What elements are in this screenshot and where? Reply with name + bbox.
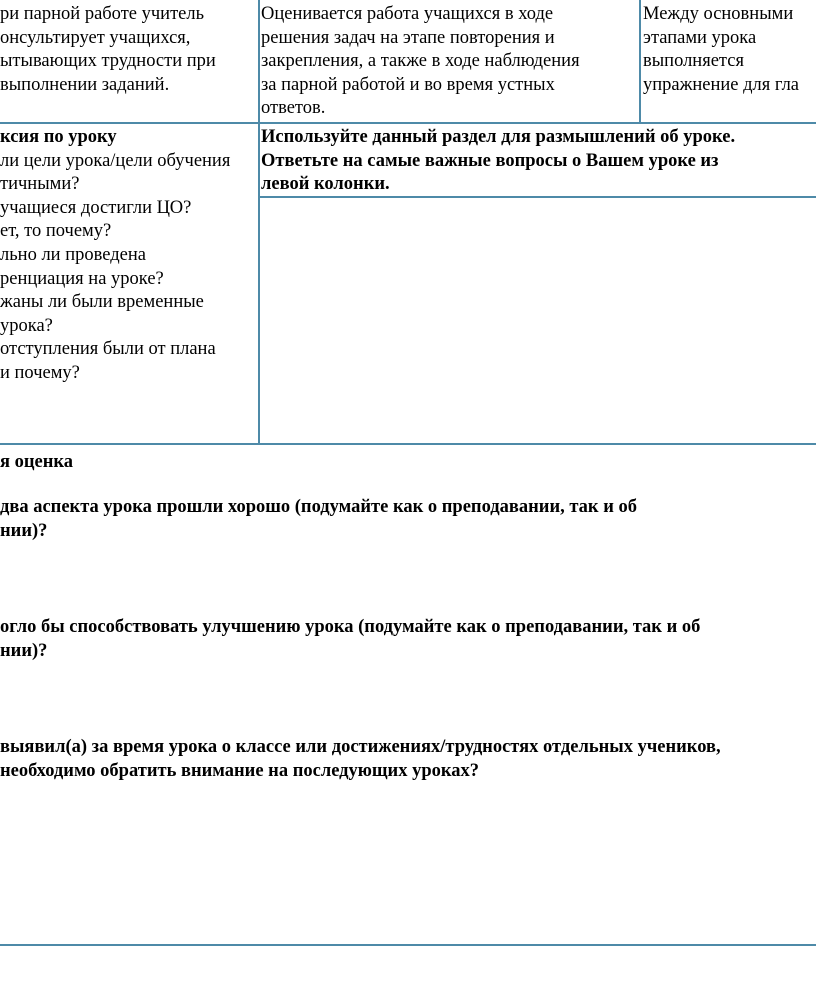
reflection-instructions-cell — [261, 126, 816, 197]
assessment-cell — [261, 3, 637, 121]
reflection-bottom-border — [0, 443, 816, 445]
final-assessment-heading: я оценка — [0, 452, 74, 472]
cell-line: решения задач на этапе повторения и — [261, 27, 555, 48]
cell-line: выполнении заданий. — [0, 74, 170, 95]
reflection-question: ли цели урока/цели обучения — [0, 150, 231, 171]
cell-line: за парной работой и во время устных — [261, 74, 555, 95]
instruction-line: Ответьте на самые важные вопросы о Вашем уроке из — [261, 150, 719, 171]
col2-right-border — [639, 0, 641, 124]
reflection-question: ренциация на уроке? — [0, 268, 164, 289]
question-line: нии)? — [0, 520, 48, 541]
teacher-support-cell — [0, 3, 256, 97]
page-bottom-border — [0, 944, 816, 946]
question-line: необходимо обратить внимание на последующих уроках? — [0, 760, 479, 781]
cell-line: Оценивается работа учащихся в ходе — [261, 4, 554, 24]
reflection-questions-cell — [0, 126, 256, 386]
reflection-question: льно ли проведена — [0, 244, 146, 265]
question-class-findings — [0, 736, 816, 783]
instruction-line: левой колонки. — [261, 174, 390, 195]
reflection-question: тичными? — [0, 174, 80, 195]
cell-line: Между основными — [643, 4, 794, 24]
reflection-question: учащиеся достигли ЦО? — [0, 197, 192, 218]
health-cell — [643, 3, 816, 97]
reflection-question: отступления были от плана — [0, 339, 216, 360]
reflection-title: ксия по уроку — [0, 127, 117, 147]
row1-bottom-border — [0, 122, 816, 124]
col1-right-border — [258, 0, 260, 445]
question-good-aspects — [0, 496, 816, 543]
cell-line: упражнение для гла — [643, 74, 800, 95]
question-line: два аспекта урока прошли хорошо (подумайте как о преподавании, так и об — [0, 497, 637, 517]
instruction-line: Используйте данный раздел для размышлений об уроке. — [261, 127, 736, 147]
cell-line: онсультирует учащихся, — [0, 27, 191, 48]
reflection-question: и почему? — [0, 362, 80, 383]
reflection-answer-area[interactable] — [261, 199, 816, 442]
question-line: огло бы способствовать улучшению урока (подумайте как о преподавании, так и об — [0, 617, 701, 637]
reflection-question: урока? — [0, 315, 53, 336]
question-line: выявил(а) за время урока о классе или достижениях/трудностях отдельных учеников, — [0, 737, 721, 757]
question-improvements — [0, 616, 816, 663]
cell-line: ри парной работе учитель — [0, 4, 205, 24]
reflection-question: ет, то почему? — [0, 221, 112, 242]
question-line: нии)? — [0, 640, 48, 661]
cell-line: этапами урока — [643, 27, 757, 48]
cell-line: выполняется — [643, 51, 744, 72]
reflection-question: жаны ли были временные — [0, 292, 204, 313]
cell-line: закрепления, а также в ходе наблюдения — [261, 51, 580, 72]
cell-line: ответов. — [261, 98, 326, 119]
cell-line: ытывающих трудности при — [0, 51, 216, 72]
